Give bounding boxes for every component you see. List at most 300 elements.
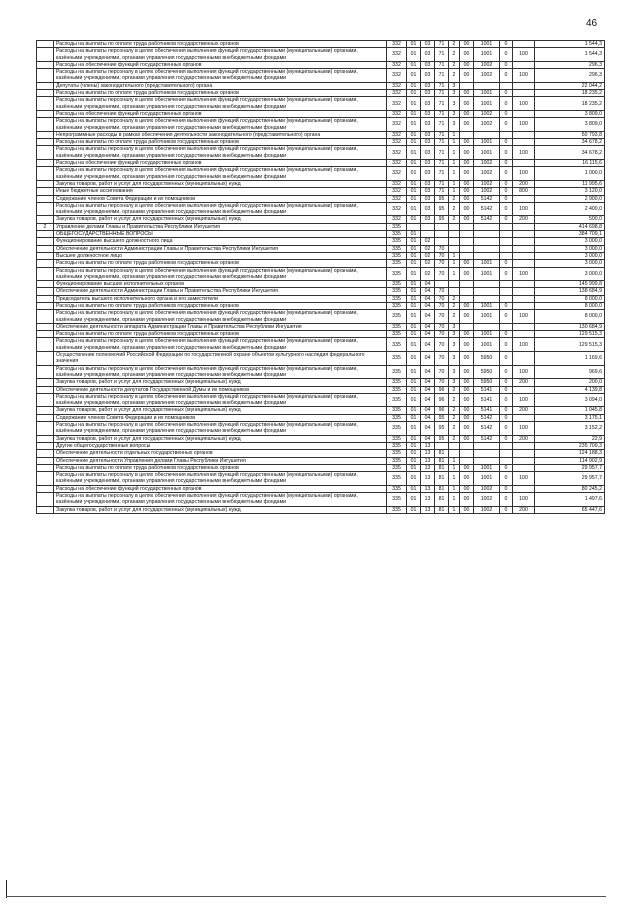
direction-code-cell xyxy=(474,252,500,259)
expense-type-cell: 200 xyxy=(513,216,535,223)
variant-code-cell: 0 xyxy=(500,69,513,83)
item-name-cell: Расходы на обеспечение функций государственных органов xyxy=(54,485,387,492)
row-number-cell xyxy=(37,118,54,132)
section-code-cell xyxy=(407,223,421,230)
main-activity-cell: 00 xyxy=(460,407,474,414)
subsection-code-cell: 04 xyxy=(421,295,435,302)
subsection-code-cell: 03 xyxy=(421,202,435,216)
table-row xyxy=(37,422,605,436)
amount-cell: 114 902,9 xyxy=(535,457,605,464)
ministry-code-cell: 335 xyxy=(387,338,407,352)
program-code-cell: 71 xyxy=(435,110,449,117)
ministry-code-cell: 332 xyxy=(387,202,407,216)
item-name-cell: Расходы на выплаты персоналу в целях обеспечения выполнения функций государственными (муниципальными) органами, казёнными учреждениями, органами управления государственными внебюджетными фондами xyxy=(54,69,387,83)
amount-cell: 8 000,0 xyxy=(535,302,605,309)
section-code-cell: 01 xyxy=(407,506,421,513)
direction-code-cell: 1002 xyxy=(474,493,500,507)
ministry-code-cell: 335 xyxy=(387,252,407,259)
direction-code-cell xyxy=(474,223,500,230)
item-name-cell: Расходы на обеспечение функций государственных органов xyxy=(54,110,387,117)
expense-type-cell xyxy=(513,82,535,89)
amount-cell: 3 000,0 xyxy=(535,245,605,252)
table-row xyxy=(37,407,605,414)
direction-code-cell xyxy=(474,457,500,464)
ministry-code-cell: 335 xyxy=(387,506,407,513)
row-number-cell xyxy=(37,167,54,181)
amount-cell: 34 678,2 xyxy=(535,146,605,160)
program-code-cell xyxy=(435,281,449,288)
program-code-cell: 95 xyxy=(435,422,449,436)
main-activity-cell: 00 xyxy=(460,506,474,513)
expense-type-cell xyxy=(513,245,535,252)
table-row xyxy=(37,281,605,288)
main-activity-cell xyxy=(460,245,474,252)
subprogram-code-cell xyxy=(449,231,460,238)
row-number-cell xyxy=(37,281,54,288)
main-activity-cell xyxy=(460,281,474,288)
row-number-cell xyxy=(37,393,54,407)
table-row xyxy=(37,288,605,295)
row-number-cell xyxy=(37,131,54,138)
row-number-cell xyxy=(37,61,54,68)
subprogram-code-cell: 2 xyxy=(449,216,460,223)
amount-cell: 296,3 xyxy=(535,69,605,83)
subsection-code-cell: 13 xyxy=(421,506,435,513)
row-number-cell xyxy=(37,295,54,302)
subsection-code-cell: 13 xyxy=(421,472,435,486)
row-number-cell xyxy=(37,139,54,146)
expense-type-cell xyxy=(513,231,535,238)
direction-code-cell xyxy=(474,238,500,245)
item-name-cell: Содержание членов Совета Федерации и их помощников xyxy=(54,195,387,202)
expense-type-cell xyxy=(513,442,535,449)
direction-code-cell: 1001 xyxy=(474,472,500,486)
variant-code-cell xyxy=(500,295,513,302)
expense-type-cell: 100 xyxy=(513,97,535,111)
row-number-cell xyxy=(37,352,54,366)
ministry-code-cell: 335 xyxy=(387,352,407,366)
subsection-code-cell: 04 xyxy=(421,352,435,366)
variant-code-cell: 0 xyxy=(500,422,513,436)
variant-code-cell xyxy=(500,238,513,245)
main-activity-cell xyxy=(460,231,474,238)
ministry-code-cell: 332 xyxy=(387,82,407,89)
main-activity-cell: 00 xyxy=(460,493,474,507)
item-name-cell: Расходы на выплаты персоналу в целях обеспечения выполнения функций государственными (муниципальными) органами, казёнными учреждениями, органами управления государственными внебюджетными фондами xyxy=(54,118,387,132)
item-name-cell: Закупка товаров, работ и услуг для государственных (муниципальных) нужд xyxy=(54,379,387,386)
main-activity-cell: 00 xyxy=(460,302,474,309)
subprogram-code-cell xyxy=(449,238,460,245)
direction-code-cell: 1002 xyxy=(474,188,500,195)
expense-type-cell xyxy=(513,41,535,48)
table-row xyxy=(37,110,605,117)
variant-code-cell: 0 xyxy=(500,41,513,48)
program-code-cell: 71 xyxy=(435,41,449,48)
table-row xyxy=(37,506,605,513)
ministry-code-cell: 335 xyxy=(387,302,407,309)
direction-code-cell xyxy=(474,295,500,302)
amount-cell: 1 544,3 xyxy=(535,48,605,62)
subsection-code-cell: 04 xyxy=(421,288,435,295)
row-number-cell xyxy=(37,195,54,202)
program-code-cell xyxy=(435,231,449,238)
amount-cell: 145 999,8 xyxy=(535,281,605,288)
row-number-cell xyxy=(37,435,54,442)
table-row xyxy=(37,267,605,281)
variant-code-cell: 0 xyxy=(500,338,513,352)
table-row xyxy=(37,231,605,238)
row-number-cell xyxy=(37,493,54,507)
row-number-cell xyxy=(37,238,54,245)
expense-type-cell: 100 xyxy=(513,167,535,181)
ministry-code-cell: 335 xyxy=(387,422,407,436)
main-activity-cell: 00 xyxy=(460,464,474,471)
section-code-cell: 01 xyxy=(407,216,421,223)
section-code-cell: 01 xyxy=(407,188,421,195)
ministry-code-cell: 335 xyxy=(387,231,407,238)
item-name-cell: Обеспечение деятельности отдельных государственных органов xyxy=(54,450,387,457)
subsection-code-cell: 04 xyxy=(421,331,435,338)
subprogram-code-cell: 2 xyxy=(449,414,460,421)
direction-code-cell: 5950 xyxy=(474,352,500,366)
program-code-cell: 70 xyxy=(435,310,449,324)
table-row xyxy=(37,238,605,245)
main-activity-cell: 00 xyxy=(460,260,474,267)
variant-code-cell: 0 xyxy=(500,407,513,414)
section-code-cell: 01 xyxy=(407,90,421,97)
variant-code-cell: 0 xyxy=(500,90,513,97)
main-activity-cell: 00 xyxy=(460,485,474,492)
main-activity-cell: 00 xyxy=(460,61,474,68)
item-name-cell: Расходы на выплаты персоналу в целях обеспечения выполнения функций государственными (муниципальными) органами, казёнными учреждениями, органами управления государственными внебюджетными фондами xyxy=(54,146,387,160)
direction-code-cell: 1001 xyxy=(474,139,500,146)
variant-code-cell: 0 xyxy=(500,160,513,167)
section-code-cell: 01 xyxy=(407,160,421,167)
ministry-code-cell: 332 xyxy=(387,97,407,111)
expense-type-cell: 200 xyxy=(513,407,535,414)
amount-cell: 3 000,0 xyxy=(535,238,605,245)
subprogram-code-cell: 1 xyxy=(449,252,460,259)
direction-code-cell xyxy=(474,323,500,330)
item-name-cell: Закупка товаров, работ и услуг для государственных (муниципальных) нужд xyxy=(54,407,387,414)
subprogram-code-cell: 3 xyxy=(449,379,460,386)
table-row xyxy=(37,295,605,302)
subsection-code-cell: 13 xyxy=(421,450,435,457)
direction-code-cell: 5142 xyxy=(474,435,500,442)
program-code-cell: 96 xyxy=(435,386,449,393)
subsection-code-cell: 03 xyxy=(421,118,435,132)
variant-code-cell: 0 xyxy=(500,97,513,111)
amount-cell: 2 400,0 xyxy=(535,202,605,216)
table-row xyxy=(37,118,605,132)
direction-code-cell xyxy=(474,450,500,457)
ministry-code-cell: 335 xyxy=(387,379,407,386)
main-activity-cell xyxy=(460,131,474,138)
row-number-cell xyxy=(37,310,54,324)
subsection-code-cell: 03 xyxy=(421,48,435,62)
expense-type-cell xyxy=(513,485,535,492)
ministry-code-cell: 332 xyxy=(387,110,407,117)
amount-cell: 50 793,8 xyxy=(535,131,605,138)
expense-type-cell: 200 xyxy=(513,379,535,386)
main-activity-cell: 00 xyxy=(460,379,474,386)
item-name-cell: Обеспечение деятельности депутатов Государственной Думы и их помощников xyxy=(54,386,387,393)
row-number-cell xyxy=(37,245,54,252)
item-name-cell: Закупка товаров, работ и услуг для государственных (муниципальных) нужд xyxy=(54,216,387,223)
section-code-cell: 01 xyxy=(407,422,421,436)
program-code-cell: 70 xyxy=(435,267,449,281)
table-row xyxy=(37,379,605,386)
item-name-cell: Расходы на выплаты персоналу в целях обеспечения выполнения функций государственными (муниципальными) органами, казёнными учреждениями, органами управления государственными внебюджетными фондами xyxy=(54,472,387,486)
section-code-cell: 01 xyxy=(407,379,421,386)
direction-code-cell xyxy=(474,245,500,252)
amount-cell: 1 544,3 xyxy=(535,41,605,48)
row-number-cell xyxy=(37,379,54,386)
amount-cell: 200,0 xyxy=(535,379,605,386)
section-code-cell: 01 xyxy=(407,260,421,267)
item-name-cell: Функционирование высшего должностного лица xyxy=(54,238,387,245)
ministry-code-cell: 332 xyxy=(387,41,407,48)
program-code-cell: 71 xyxy=(435,69,449,83)
amount-cell: 130 684,9 xyxy=(535,323,605,330)
subprogram-code-cell xyxy=(449,245,460,252)
ministry-code-cell: 335 xyxy=(387,238,407,245)
row-number-cell xyxy=(37,472,54,486)
direction-code-cell: 1002 xyxy=(474,167,500,181)
ministry-code-cell: 335 xyxy=(387,281,407,288)
section-code-cell: 01 xyxy=(407,231,421,238)
main-activity-cell: 00 xyxy=(460,435,474,442)
program-code-cell: 81 xyxy=(435,464,449,471)
direction-code-cell: 5142 xyxy=(474,195,500,202)
expense-type-cell xyxy=(513,323,535,330)
program-code-cell: 71 xyxy=(435,139,449,146)
variant-code-cell xyxy=(500,245,513,252)
main-activity-cell: 00 xyxy=(460,310,474,324)
bottom-rule xyxy=(6,896,606,897)
ministry-code-cell: 332 xyxy=(387,180,407,187)
direction-code-cell xyxy=(474,281,500,288)
item-name-cell: ОБЩЕГОСУДАРСТВЕННЫЕ ВОПРОСЫ xyxy=(54,231,387,238)
amount-cell: 3 094,0 xyxy=(535,393,605,407)
section-code-cell: 01 xyxy=(407,365,421,379)
expense-type-cell xyxy=(513,252,535,259)
expense-type-cell: 100 xyxy=(513,69,535,83)
direction-code-cell: 1001 xyxy=(474,90,500,97)
row-number-cell xyxy=(37,450,54,457)
amount-cell: 8 000,0 xyxy=(535,295,605,302)
program-code-cell: 71 xyxy=(435,146,449,160)
expense-type-cell xyxy=(513,131,535,138)
expense-type-cell xyxy=(513,331,535,338)
row-number-cell xyxy=(37,331,54,338)
variant-code-cell: 0 xyxy=(500,61,513,68)
subprogram-code-cell xyxy=(449,442,460,449)
expense-type-cell: 100 xyxy=(513,48,535,62)
subsection-code-cell: 03 xyxy=(421,82,435,89)
ministry-code-cell: 332 xyxy=(387,195,407,202)
row-number-cell xyxy=(37,110,54,117)
direction-code-cell: 5142 xyxy=(474,422,500,436)
item-name-cell: Расходы на выплаты по оплате труда работников государственных органов xyxy=(54,90,387,97)
ministry-code-cell: 335 xyxy=(387,323,407,330)
section-code-cell: 01 xyxy=(407,41,421,48)
ministry-code-cell: 335 xyxy=(387,310,407,324)
subsection-code-cell: 13 xyxy=(421,493,435,507)
table-row xyxy=(37,365,605,379)
variant-code-cell: 0 xyxy=(500,379,513,386)
item-name-cell: Функционирование высших исполнительных органов xyxy=(54,281,387,288)
amount-cell: 969,6 xyxy=(535,365,605,379)
subsection-code-cell: 04 xyxy=(421,435,435,442)
table-row xyxy=(37,97,605,111)
program-code-cell: 71 xyxy=(435,180,449,187)
subprogram-code-cell xyxy=(449,223,460,230)
item-name-cell: Расходы на выплаты по оплате труда работников государственных органов xyxy=(54,41,387,48)
program-code-cell: 71 xyxy=(435,118,449,132)
section-code-cell: 01 xyxy=(407,302,421,309)
item-name-cell: Расходы на выплаты персоналу в целях обеспечения выполнения функций государственными (муниципальными) органами, казёнными учреждениями, органами управления государственными внебюджетными фондами xyxy=(54,167,387,181)
program-code-cell: 70 xyxy=(435,323,449,330)
subsection-code-cell: 04 xyxy=(421,379,435,386)
section-code-cell: 01 xyxy=(407,450,421,457)
subsection-code-cell: 04 xyxy=(421,407,435,414)
expense-type-cell: 100 xyxy=(513,202,535,216)
expense-type-cell: 100 xyxy=(513,472,535,486)
subprogram-code-cell: 2 xyxy=(449,69,460,83)
subprogram-code-cell: 2 xyxy=(449,302,460,309)
subprogram-code-cell: 1 xyxy=(449,493,460,507)
item-name-cell: Обеспечение деятельности аппарата Администрации Главы и Правительства Республики Ингушетия xyxy=(54,323,387,330)
row-number-cell xyxy=(37,160,54,167)
row-number-cell xyxy=(37,69,54,83)
program-code-cell: 70 xyxy=(435,365,449,379)
section-code-cell: 01 xyxy=(407,386,421,393)
main-activity-cell: 00 xyxy=(460,146,474,160)
program-code-cell: 71 xyxy=(435,160,449,167)
program-code-cell: 70 xyxy=(435,252,449,259)
item-name-cell: Расходы на выплаты персоналу в целях обеспечения выполнения функций государственными (муниципальными) органами, казёнными учреждениями, органами управления государственными внебюджетными фондами xyxy=(54,202,387,216)
ministry-code-cell: 335 xyxy=(387,435,407,442)
expense-type-cell xyxy=(513,414,535,421)
ministry-code-cell: 335 xyxy=(387,223,407,230)
program-code-cell: 96 xyxy=(435,407,449,414)
expense-type-cell xyxy=(513,302,535,309)
subprogram-code-cell xyxy=(449,450,460,457)
budget-table-container xyxy=(36,40,604,514)
item-name-cell: Закупка товаров, работ и услуг для государственных (муниципальных) нужд xyxy=(54,506,387,513)
program-code-cell xyxy=(435,223,449,230)
ministry-code-cell: 332 xyxy=(387,90,407,97)
direction-code-cell: 1001 xyxy=(474,48,500,62)
ministry-code-cell: 332 xyxy=(387,48,407,62)
table-row xyxy=(37,352,605,366)
subsection-code-cell: 03 xyxy=(421,146,435,160)
main-activity-cell: 00 xyxy=(460,202,474,216)
amount-cell: 124 188,3 xyxy=(535,450,605,457)
section-code-cell: 01 xyxy=(407,139,421,146)
variant-code-cell: 0 xyxy=(500,302,513,309)
variant-code-cell xyxy=(500,457,513,464)
subsection-code-cell: 04 xyxy=(421,414,435,421)
amount-cell: 129 515,3 xyxy=(535,338,605,352)
table-row xyxy=(37,61,605,68)
amount-cell: 3 000,0 xyxy=(535,267,605,281)
subsection-code-cell: 03 xyxy=(421,61,435,68)
subprogram-code-cell: 3 xyxy=(449,118,460,132)
program-code-cell: 71 xyxy=(435,61,449,68)
main-activity-cell: 00 xyxy=(460,97,474,111)
program-code-cell: 95 xyxy=(435,195,449,202)
subprogram-code-cell: 2 xyxy=(449,393,460,407)
subsection-code-cell: 02 xyxy=(421,260,435,267)
item-name-cell: Расходы на выплаты персоналу в целях обеспечения выполнения функций государственными (муниципальными) органами, казёнными учреждениями, органами управления государственными внебюджетными фондами xyxy=(54,338,387,352)
variant-code-cell: 0 xyxy=(500,331,513,338)
row-number-cell xyxy=(37,407,54,414)
subprogram-code-cell: 2 xyxy=(449,61,460,68)
main-activity-cell: 00 xyxy=(460,167,474,181)
subsection-code-cell: 04 xyxy=(421,281,435,288)
subprogram-code-cell: 3 xyxy=(449,90,460,97)
table-row xyxy=(37,485,605,492)
table-row xyxy=(37,338,605,352)
program-code-cell: 95 xyxy=(435,202,449,216)
section-code-cell: 01 xyxy=(407,288,421,295)
amount-cell: 29 957,7 xyxy=(535,472,605,486)
direction-code-cell: 5141 xyxy=(474,393,500,407)
table-row xyxy=(37,82,605,89)
row-number-cell xyxy=(37,146,54,160)
expense-type-cell xyxy=(513,386,535,393)
direction-code-cell: 1002 xyxy=(474,160,500,167)
amount-cell: 3 152,2 xyxy=(535,422,605,436)
direction-code-cell: 5142 xyxy=(474,414,500,421)
table-row xyxy=(37,167,605,181)
variant-code-cell: 0 xyxy=(500,506,513,513)
subsection-code-cell: 02 xyxy=(421,245,435,252)
subprogram-code-cell: 1 xyxy=(449,464,460,471)
variant-code-cell: 0 xyxy=(500,393,513,407)
page-number: 46 xyxy=(586,18,598,29)
expense-type-cell xyxy=(513,223,535,230)
row-number-cell xyxy=(37,231,54,238)
direction-code-cell: 1002 xyxy=(474,118,500,132)
subsection-code-cell: 04 xyxy=(421,302,435,309)
item-name-cell: Обеспечение деятельности Администрации Главы и Правительства Республики Ингушетия xyxy=(54,245,387,252)
program-code-cell: 70 xyxy=(435,379,449,386)
direction-code-cell xyxy=(474,288,500,295)
variant-code-cell xyxy=(500,252,513,259)
subprogram-code-cell: 1 xyxy=(449,267,460,281)
table-row xyxy=(37,146,605,160)
row-number-cell xyxy=(37,422,54,436)
expense-type-cell xyxy=(513,90,535,97)
ministry-code-cell: 335 xyxy=(387,407,407,414)
subsection-code-cell: 03 xyxy=(421,160,435,167)
main-activity-cell: 00 xyxy=(460,90,474,97)
ministry-code-cell: 335 xyxy=(387,393,407,407)
amount-cell: 1 497,6 xyxy=(535,493,605,507)
program-code-cell: 81 xyxy=(435,485,449,492)
main-activity-cell xyxy=(460,457,474,464)
ministry-code-cell: 332 xyxy=(387,160,407,167)
subsection-code-cell: 03 xyxy=(421,188,435,195)
subsection-code-cell: 13 xyxy=(421,442,435,449)
subsection-code-cell: 04 xyxy=(421,393,435,407)
amount-cell: 3 000,0 xyxy=(535,260,605,267)
row-number-cell xyxy=(37,188,54,195)
budget-table-body xyxy=(37,41,605,514)
